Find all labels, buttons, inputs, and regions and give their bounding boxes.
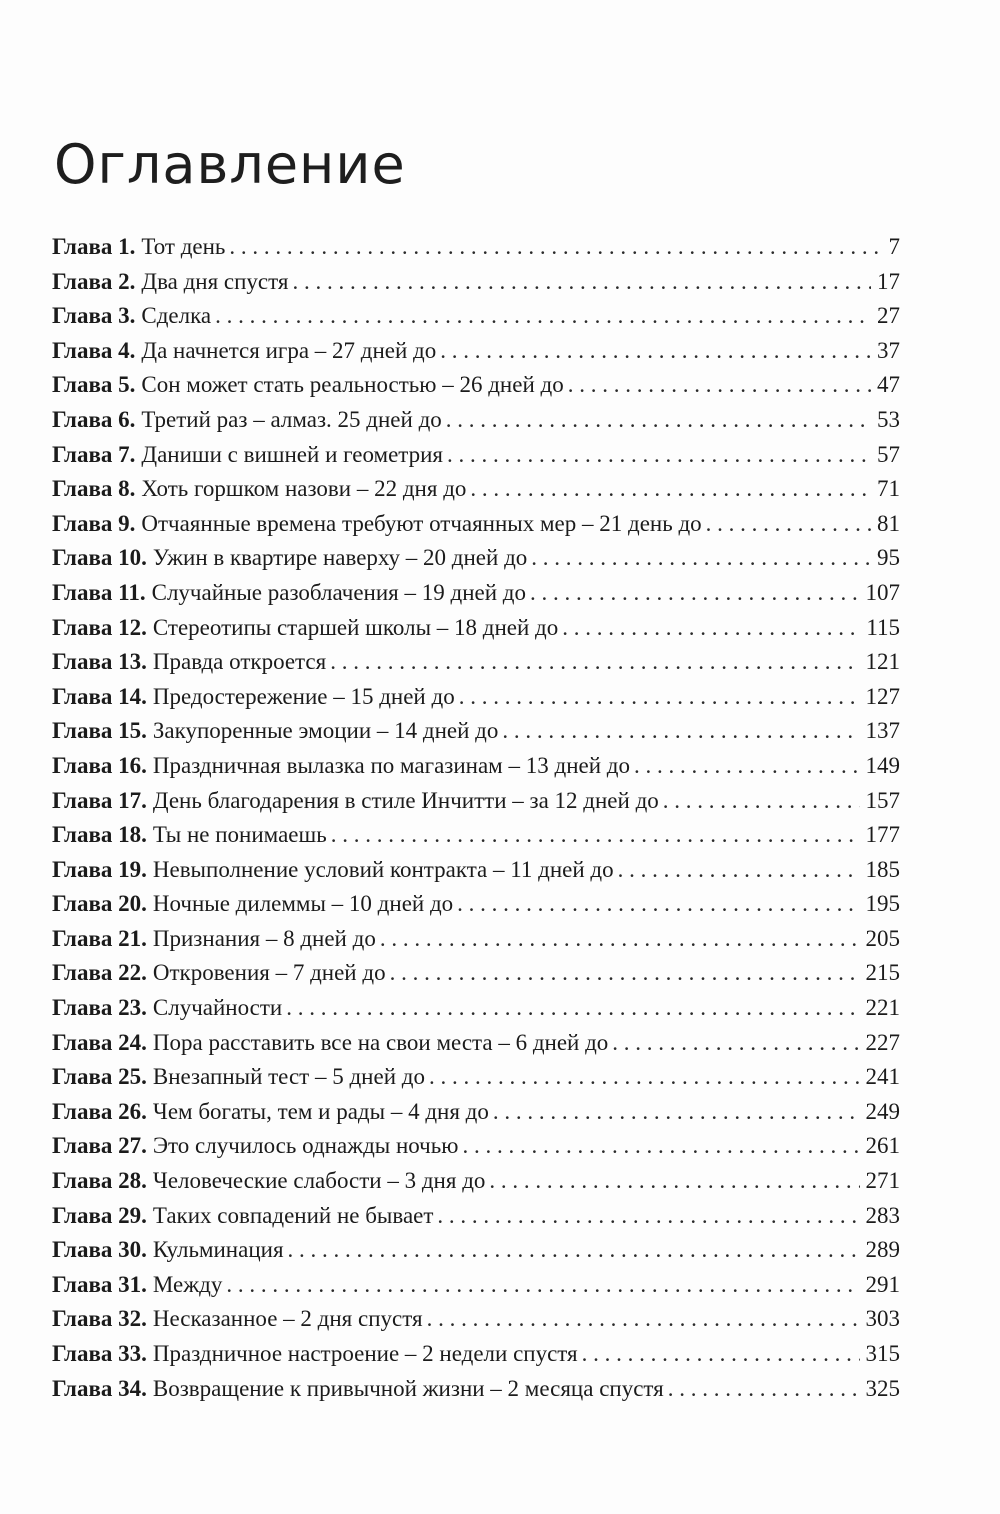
dot-leader xyxy=(331,822,860,848)
toc-entry xyxy=(52,822,900,857)
page-number: 81 xyxy=(877,510,900,536)
chapter-title: Между xyxy=(152,1271,223,1297)
dot-leader xyxy=(215,303,871,329)
toc-entry xyxy=(52,407,900,442)
chapter-number: Глава 33. xyxy=(52,1341,147,1366)
chapter-title: Внезапный тест – 5 дней до xyxy=(152,1064,425,1090)
page-number: 27 xyxy=(877,303,900,329)
chapter-number: Глава 2. xyxy=(52,268,136,294)
chapter-number: Глава 1. xyxy=(52,234,136,259)
chapter-title: Праздничная вылазка по магазинам – 13 дней до xyxy=(152,752,630,778)
chapter-number: Глава 5. xyxy=(52,372,136,398)
chapter-number: Глава 21. xyxy=(52,925,147,951)
chapter-title: Возвращение к привычной жизни – 2 месяца спустя xyxy=(152,1375,664,1401)
dot-leader xyxy=(663,788,860,814)
chapter-title: Правда откроется xyxy=(152,649,327,675)
dot-leader xyxy=(390,960,860,986)
toc-entry xyxy=(52,926,900,961)
chapter-title: Несказанное – 2 дня спустя xyxy=(152,1306,423,1332)
dot-leader xyxy=(226,1272,859,1298)
page-number: 121 xyxy=(865,649,900,675)
dot-leader xyxy=(292,269,871,295)
chapter-title: Таких совпадений не бывает xyxy=(152,1202,434,1228)
chapter-number: Глава 3. xyxy=(52,303,136,329)
chapter-title: День благодарения в стиле Инчитти – за 12 дней до xyxy=(152,787,659,813)
chapter-number: Глава 24. xyxy=(52,1029,147,1055)
page-number: 137 xyxy=(865,718,900,744)
toc-entry xyxy=(52,1306,900,1341)
dot-leader xyxy=(380,926,860,952)
toc-entry xyxy=(52,545,900,580)
toc-entry xyxy=(52,1376,900,1411)
page-number: 289 xyxy=(865,1237,900,1263)
page-number: 185 xyxy=(865,856,900,882)
chapter-title: Праздничное настроение – 2 недели спустя xyxy=(152,1341,578,1366)
chapter-title: Предостережение – 15 дней до xyxy=(152,683,455,709)
chapter-number: Глава 12. xyxy=(52,614,147,640)
chapter-number: Глава 9. xyxy=(52,510,136,536)
dot-leader xyxy=(568,372,871,398)
chapter-number: Глава 20. xyxy=(52,891,147,917)
toc-entry xyxy=(52,476,900,511)
dot-leader xyxy=(286,995,859,1021)
toc-entry xyxy=(52,338,900,373)
dot-leader xyxy=(530,580,860,606)
toc-entry xyxy=(52,1099,900,1134)
chapter-number: Глава 34. xyxy=(52,1375,147,1401)
page-number: 71 xyxy=(877,476,900,502)
chapter-title: Ты не понимаешь xyxy=(152,822,327,848)
page-number: 215 xyxy=(865,960,900,986)
page-number: 127 xyxy=(865,683,900,709)
page-number: 157 xyxy=(865,787,900,813)
page-number: 315 xyxy=(865,1341,900,1366)
page-number: 303 xyxy=(865,1306,900,1332)
dot-leader xyxy=(582,1341,860,1367)
chapter-number: Глава 27. xyxy=(52,1133,147,1159)
toc-entry xyxy=(52,303,900,338)
toc-entry xyxy=(52,995,900,1030)
toc-entry xyxy=(52,1203,900,1238)
dot-leader xyxy=(446,407,871,433)
toc-entry xyxy=(52,960,900,995)
chapter-number: Глава 4. xyxy=(52,337,136,363)
toc-entry xyxy=(52,1030,900,1065)
toc-entry xyxy=(52,511,900,546)
page-number: 115 xyxy=(866,614,900,640)
dot-leader xyxy=(612,1030,859,1056)
toc-entry xyxy=(52,234,900,269)
dot-leader xyxy=(459,684,860,710)
toc-entry xyxy=(52,615,900,650)
toc-entry xyxy=(52,1133,900,1168)
dot-leader xyxy=(288,1237,860,1263)
table-of-contents xyxy=(52,234,900,1410)
toc-entry xyxy=(52,1168,900,1203)
dot-leader xyxy=(429,1064,860,1090)
toc-entry xyxy=(52,684,900,719)
page-number: 283 xyxy=(865,1202,900,1228)
chapter-number: Глава 28. xyxy=(52,1168,147,1194)
chapter-title: Признания – 8 дней до xyxy=(152,925,376,951)
chapter-title: Невыполнение условий контракта – 11 дней до xyxy=(152,856,614,882)
dot-leader xyxy=(330,649,859,675)
toc-entry xyxy=(52,891,900,926)
page-number: 37 xyxy=(877,337,900,363)
chapter-title: Тот день xyxy=(141,234,226,259)
page-number: 221 xyxy=(865,995,900,1021)
chapter-number: Глава 32. xyxy=(52,1306,147,1332)
dot-leader xyxy=(562,615,860,641)
page-number: 205 xyxy=(865,925,900,951)
chapter-title: Пора расставить все на свои места – 6 дней до xyxy=(152,1029,609,1055)
chapter-title: Закупоренные эмоции – 14 дней до xyxy=(152,718,499,744)
dot-leader xyxy=(229,234,882,260)
page-number: 325 xyxy=(865,1375,900,1401)
page-number: 241 xyxy=(865,1064,900,1090)
chapter-title: Случайности xyxy=(152,995,283,1021)
chapter-title: Да начнется игра – 27 дней до xyxy=(141,337,437,363)
toc-entry xyxy=(52,1064,900,1099)
toc-entry xyxy=(52,1341,900,1376)
page-title: Оглавление xyxy=(54,133,406,196)
chapter-number: Глава 18. xyxy=(52,822,147,848)
toc-entry xyxy=(52,788,900,823)
chapter-number: Глава 15. xyxy=(52,718,147,744)
chapter-number: Глава 23. xyxy=(52,995,147,1021)
chapter-number: Глава 11. xyxy=(52,579,146,605)
dot-leader xyxy=(493,1099,860,1125)
page-number: 57 xyxy=(877,441,900,467)
dot-leader xyxy=(447,442,871,468)
chapter-number: Глава 29. xyxy=(52,1202,147,1228)
dot-leader xyxy=(489,1168,859,1194)
dot-leader xyxy=(502,718,859,744)
chapter-number: Глава 22. xyxy=(52,960,147,986)
chapter-title: Ночные дилеммы – 10 дней до xyxy=(152,891,454,917)
page-number: 17 xyxy=(877,268,900,294)
dot-leader xyxy=(634,753,860,779)
page-number: 53 xyxy=(877,406,900,432)
toc-entry xyxy=(52,442,900,477)
chapter-title: Третий раз – алмаз. 25 дней до xyxy=(141,406,442,432)
chapter-title: Откровения – 7 дней до xyxy=(152,960,386,986)
toc-entry xyxy=(52,372,900,407)
dot-leader xyxy=(618,857,860,883)
page-number: 271 xyxy=(865,1168,900,1194)
page-number: 227 xyxy=(865,1029,900,1055)
chapter-title: Два дня спустя xyxy=(141,268,289,294)
chapter-title: Сделка xyxy=(141,303,212,329)
chapter-title: Чем богаты, тем и рады – 4 дня до xyxy=(152,1098,489,1124)
dot-leader xyxy=(457,891,859,917)
dot-leader xyxy=(437,1203,859,1229)
page-number: 177 xyxy=(865,822,900,848)
dot-leader xyxy=(462,1133,859,1159)
dot-leader xyxy=(427,1306,860,1332)
chapter-title: Это случилось однажды ночью xyxy=(152,1133,459,1159)
toc-entry xyxy=(52,1272,900,1307)
chapter-number: Глава 16. xyxy=(52,752,147,778)
toc-entry xyxy=(52,857,900,892)
chapter-title: Сон может стать реальностью – 26 дней до xyxy=(141,372,564,398)
toc-entry xyxy=(52,753,900,788)
toc-entry xyxy=(52,649,900,684)
page-number: 261 xyxy=(865,1133,900,1159)
chapter-title: Человеческие слабости – 3 дня до xyxy=(152,1168,486,1194)
dot-leader xyxy=(706,511,871,537)
chapter-number: Глава 10. xyxy=(52,545,147,571)
page-number: 47 xyxy=(877,372,900,398)
chapter-title: Ужин в квартире наверху – 20 дней до xyxy=(152,545,528,571)
dot-leader xyxy=(470,476,871,502)
chapter-number: Глава 31. xyxy=(52,1271,147,1297)
toc-entry xyxy=(52,269,900,304)
chapter-title: Отчаянные времена требуют отчаянных мер – 21 день до xyxy=(141,510,702,536)
chapter-number: Глава 14. xyxy=(52,683,147,709)
toc-entry xyxy=(52,1237,900,1272)
page-number: 149 xyxy=(865,752,900,778)
chapter-number: Глава 6. xyxy=(52,406,136,432)
toc-entry xyxy=(52,718,900,753)
page-number: 195 xyxy=(865,891,900,917)
chapter-number: Глава 7. xyxy=(52,441,136,467)
page-number: 249 xyxy=(865,1098,900,1124)
page-number: 7 xyxy=(888,234,900,259)
dot-leader xyxy=(531,545,871,571)
chapter-number: Глава 17. xyxy=(52,787,147,813)
dot-leader xyxy=(440,338,871,364)
page-number: 95 xyxy=(877,545,900,571)
dot-leader xyxy=(668,1376,860,1402)
chapter-number: Глава 26. xyxy=(52,1098,147,1124)
chapter-number: Глава 30. xyxy=(52,1237,147,1263)
chapter-title: Стереотипы старшей школы – 18 дней до xyxy=(152,614,559,640)
toc-entry xyxy=(52,580,900,615)
chapter-title: Даниши с вишней и геометрия xyxy=(141,441,444,467)
chapter-number: Глава 8. xyxy=(52,476,136,502)
chapter-number: Глава 13. xyxy=(52,649,147,675)
chapter-number: Глава 19. xyxy=(52,856,147,882)
page-number: 291 xyxy=(865,1271,900,1297)
chapter-number: Глава 25. xyxy=(52,1064,147,1090)
chapter-title: Хоть горшком назови – 22 дня до xyxy=(141,476,467,502)
page-number: 107 xyxy=(865,579,900,605)
chapter-title: Случайные разоблачения – 19 дней до xyxy=(151,579,526,605)
chapter-title: Кульминация xyxy=(152,1237,284,1263)
